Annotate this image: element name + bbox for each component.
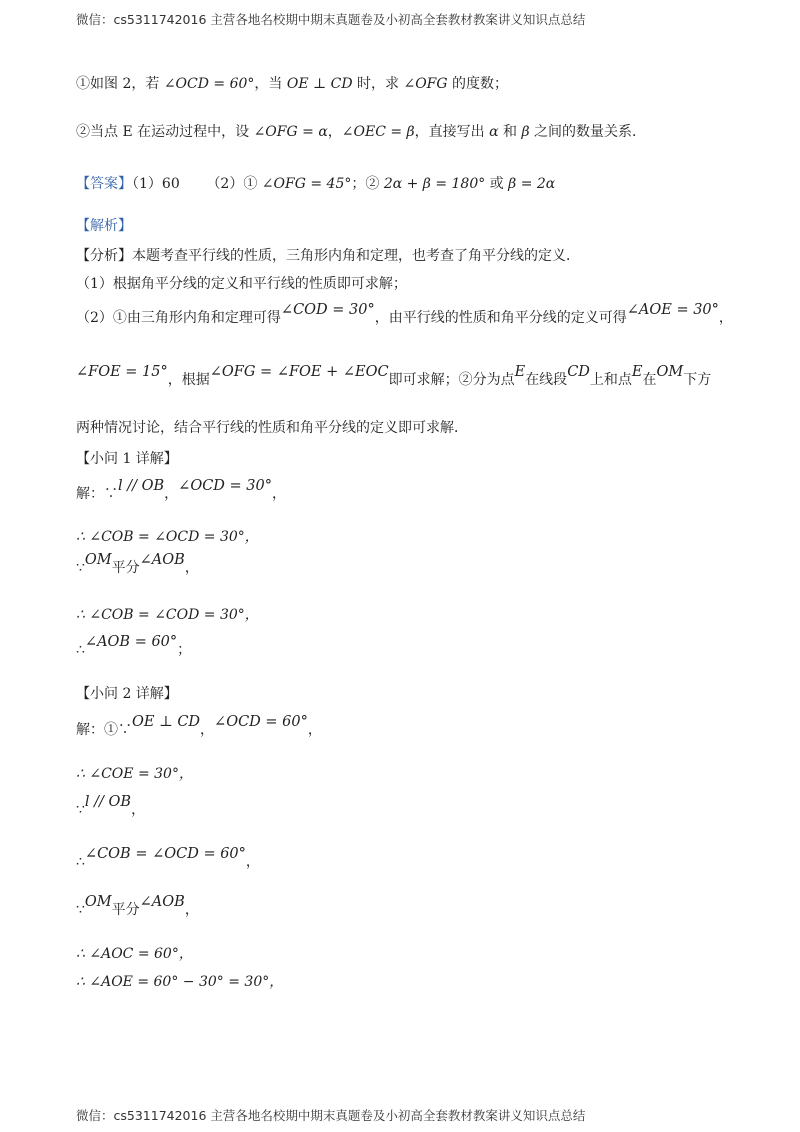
page-footer: 微信：cs5311742016 主营各地名校期中期末真题卷及小初高全套教材教案讲义知识点总结 xyxy=(76,1108,586,1123)
part2-step-4: ∴∠COB = ∠OCD = 60°， xyxy=(76,846,260,870)
analysis-line-5: 两种情况讨论，结合平行线的性质和角平分线的定义即可求解． xyxy=(76,420,468,436)
jiexi-tag: 【解析】 xyxy=(76,218,132,234)
part1-title: 【小问 1 详解】 xyxy=(76,451,178,467)
analysis-line-4: ∠FOE = 15°，根据∠OFG = ∠FOE + ∠EOC即可求解；②分为点E在线段CD上和点E在OM下方 xyxy=(76,364,712,388)
question-1: ①如图 2，若 ∠OCD = 60°，当 OE ⊥ CD 时，求 ∠OFG 的度数； xyxy=(76,76,509,92)
part2-step-7: ∴ ∠AOE = 60° − 30° = 30°， xyxy=(76,974,284,990)
answer-line: 【答案】（1）60 （2）① ∠OFG = 45°；② 2α + β = 180° 或 β = 2α xyxy=(76,176,556,192)
part1-step-3: ∵OM平分∠AOB， xyxy=(76,552,199,576)
part2-step-3: ∵l // OB， xyxy=(76,794,146,818)
part2-title: 【小问 2 详解】 xyxy=(76,686,178,702)
part1-step-5: ∴∠AOB = 60°； xyxy=(76,634,192,658)
part2-step-5: ∵OM平分∠AOB， xyxy=(76,894,199,918)
question-2: ②当点 E 在运动过程中，设 ∠OFG = α，∠OEC = β，直接写出 α 和 β 之间的数量关系． xyxy=(76,124,647,140)
analysis-line-3: （2）①由三角形内角和定理可得∠COD = 30°，由平行线的性质和角平分线的定义可得∠AOE = 30°， xyxy=(76,302,733,326)
part1-step-4: ∴ ∠COB = ∠COD = 30°， xyxy=(76,607,259,623)
part2-step-2: ∴ ∠COE = 30°， xyxy=(76,766,193,782)
part1-step-2: ∴ ∠COB = ∠OCD = 30°， xyxy=(76,529,259,545)
page-header: 微信：cs5311742016 主营各地名校期中期末真题卷及小初高全套教材教案讲义知识点总结 xyxy=(76,12,586,27)
analysis-line-1: 【分析】本题考查平行线的性质，三角形内角和定理，也考查了角平分线的定义． xyxy=(76,248,580,264)
part2-step-6: ∴ ∠AOC = 60°， xyxy=(76,946,193,962)
answer-tag: 【答案】 xyxy=(76,176,132,192)
part2-step-1: 解：①∵OE ⊥ CD，∠OCD = 60°， xyxy=(76,714,322,738)
analysis-line-2: （1）根据角平分线的定义和平行线的性质即可求解； xyxy=(76,276,407,292)
part1-step-1: 解：∵l // OB，∠OCD = 30°， xyxy=(76,478,286,502)
